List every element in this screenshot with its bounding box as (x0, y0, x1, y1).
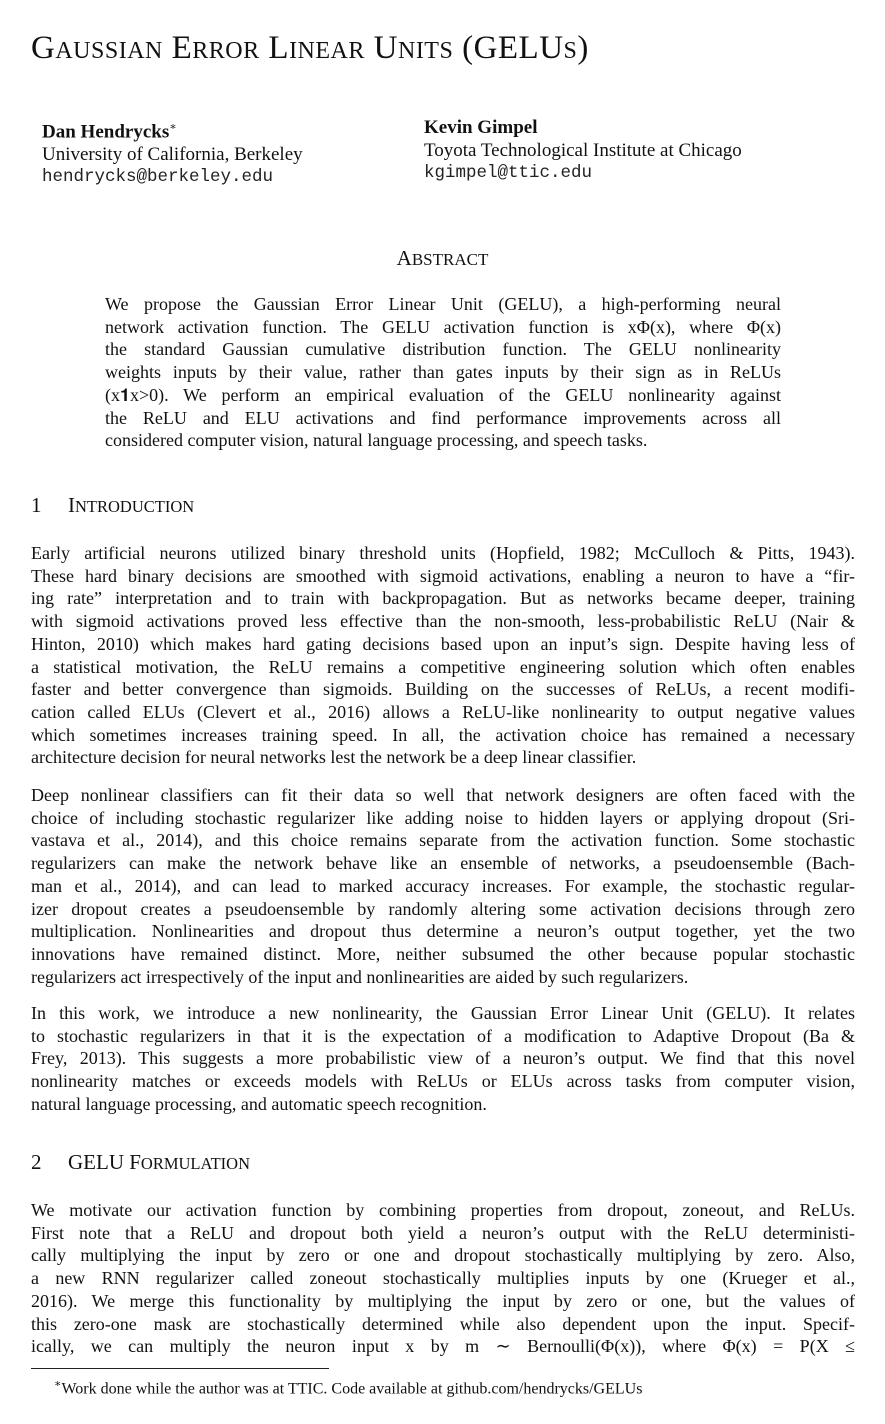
abstract-line: the ReLU and ELU activations and find performance improvements across all (105, 407, 781, 428)
abstract-body (105, 293, 781, 452)
footnote-mark: ∗ (54, 1378, 62, 1390)
title-word: LINEAR (268, 30, 365, 66)
author-name: Kevin Gimpel (424, 117, 538, 138)
intro-paragraph-3: In this work, we introduce a new nonlinearity, the Gaussian Error Linear Unit (GELU). It relates to stochastic regularizers in that it is the expectation of a modification to Adaptive Dropout (Ba & Frey, 2013). This suggests a more probabilistic view of a neuron’s output. We find that this novel nonlinearity matches or exceeds models with ReLUs or ELUs across tasks from computer vision, natural language processing, and automatic speech recognition. (31, 1003, 855, 1114)
section-heading-introduction: 1 INTRODUCTION (31, 493, 195, 517)
author-affiliation: Toyota Technological Institute at Chicago (424, 140, 742, 161)
author-email[interactable]: hendrycks@berkeley.edu (42, 167, 274, 188)
abstract-line: weights inputs by their value, rather than gates inputs by their sign as in ReLUs (105, 362, 781, 383)
author-block-1 (42, 116, 303, 189)
formulation-paragraph: We motivate our activation function by combining properties from dropout, zoneout, and ReLUs. First note that a ReLU and dropout both yield a neuron’s output with the ReLU deterministi- cally multiplying the input by zero or one and dropout stochastically multiplying by zero. Also, a new RNN regularizer called zoneout stochastically multiplies inputs by one (Krueger et al., 2016). We merge this functionality by multiplying the input by zero or one, but the values of this zero-one mask are stochastically determined while also dependent upon the input. Specif- ically, we can multiply the neuron input x by m ∼ Bernoulli(Φ(x)), where Φ(x) = P(X ≤ (31, 1200, 855, 1357)
intro-paragraph-2: Deep nonlinear classifiers can fit their data so well that network designers are often faced with the choice of including stochastic regularizer like adding noise to hidden layers or applying dropout (Sri- vastava et al., 2014), and this choice remains separate from the activation function. Some stochastic regularizers can make the network behave like an ensemble of networks, a pseudoensemble (Bach- man et al., 2014), and can lead to marked accuracy increases. For example, the stochastic regular- izer dropout creates a pseudoensemble by randomly altering some activation decisions through zero multiplication. Nonlinearities and dropout thus determine a neuron’s output together, yet the two innovations have remained distinct. More, neither subsumed the other because popular stochastic regularizers act irrespectively of the input and nonlinearities are aided by such regularizers. (31, 785, 855, 987)
abstract-line: considered computer vision, natural language processing, and speech tasks. (105, 430, 648, 451)
author-affiliation: University of California, Berkeley (42, 144, 303, 166)
title-word: GAUSSIAN (31, 30, 163, 66)
intro-paragraph-1: Early artificial neurons utilized binary threshold units (Hopfield, 1982; McCulloch & Pitts, 1943). These hard binary decisions are smoothed with sigmoid activations, enabling a neuron to have a “fir- ing rate” interpretation and to train with backpropagation. But as networks became deeper, training with sigmoid activations proved less effective than the non-smooth, less-probabilistic ReLU (Nair & Hinton, 2010) which makes hard gating decisions based upon an input’s sign. Despite having less of a statistical motivation, the ReLU remains a competitive engineering solution which often enables faster and better convergence than sigmoids. Building on the successes of ReLUs, a recent modifi- cation called ELUs (Clevert et al., 2016) allows a ReLU-like nonlinearity to output negative values which sometimes increases training speed. In all, the activation choice has remained a necessary architecture decision for neural networks lest the network be a deep linear classifier. (31, 543, 855, 768)
abstract-line: the standard Gaussian cumulative distribution function. The GELU nonlinearity (105, 339, 781, 360)
footnote (54, 1374, 642, 1399)
footnote-mark: ∗ (169, 121, 177, 133)
title-word: ERROR (171, 30, 260, 66)
abstract-line: We propose the Gaussian Error Linear Unit (GELU), a high-performing neural (105, 294, 781, 314)
abstract-line: (x𝟏x>0). We perform an empirical evaluation of the GELU nonlinearity against (105, 384, 781, 405)
footnote-rule (31, 1368, 329, 1369)
section-heading-gelu-formulation: 2 GELU FORMULATION (31, 1150, 251, 1174)
title-word: UNITS (373, 30, 454, 66)
paper-title (31, 30, 589, 67)
author-email[interactable]: kgimpel@ttic.edu (424, 163, 593, 183)
abstract-line: network activation function. The GELU activation function is xΦ(x), where Φ(x) (105, 316, 781, 337)
footnote-text: Work done while the author was at TTIC. Code available at github.com/hendrycks/GELUs (61, 1380, 643, 1398)
abstract-heading: ABSTRACT (396, 246, 489, 270)
author-name: Dan Hendrycks (42, 121, 170, 143)
title-acronym: (GELUS) (462, 30, 589, 66)
author-block-2 (424, 116, 742, 185)
